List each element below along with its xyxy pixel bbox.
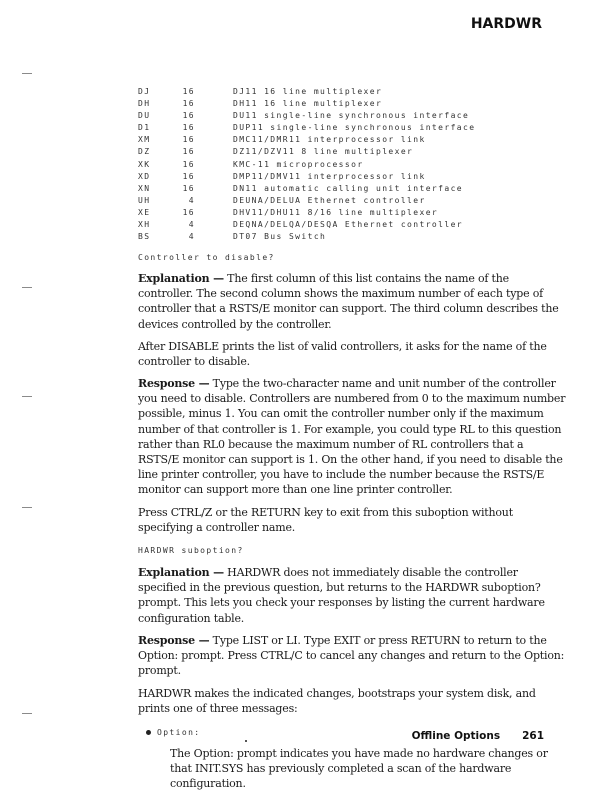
footer-section-title: Offline Options: [411, 730, 501, 742]
controller-row: [138, 98, 475, 110]
hardwr-makes-paragraph: HARDWR makes the indicated changes, bootstraps your system disk, and prints one of three messages:: [138, 687, 536, 716]
controller-name: BS: [138, 232, 151, 242]
page-number: 261: [522, 730, 544, 742]
controller-row: [138, 146, 475, 158]
controller-max-count: 16: [182, 87, 195, 96]
controller-max-count: 16: [182, 111, 195, 121]
controller-row: [138, 86, 475, 98]
controller-max-count: 16: [182, 183, 195, 193]
controller-description: DT07 Bus Switch: [233, 232, 327, 242]
scan-speck: [245, 740, 247, 742]
controller-row: [138, 219, 475, 231]
controller-row: [138, 207, 475, 219]
explanation-text: The first column of this list contains the name of the controller. The second column shows the maximum number of each type of controller that a RSTS/E monitor can support. The third column describes the devices controlled by the controller.: [138, 272, 559, 331]
controller-max-count: 16: [182, 207, 195, 217]
controller-prompt: Controller to disable?: [138, 253, 275, 262]
controller-name: XM: [138, 135, 151, 145]
controller-name: DU: [138, 111, 151, 121]
scan-margin-mark: [22, 287, 32, 288]
suboption-prompt: HARDWR suboption?: [138, 546, 244, 555]
response-label: Response —: [138, 634, 210, 647]
scan-margin-mark: [22, 73, 32, 74]
controller-description: DN11 automatic calling unit interface: [233, 183, 464, 193]
controller-description: DZ11/DZV11 8 line multiplexer: [233, 147, 414, 157]
response-text: Type LIST or LI. Type EXIT or press RETURN to return to the Option: prompt. Press CTRL/C to cancel any changes and return to the Option: prompt.: [138, 634, 565, 678]
bullet-dot-icon: [146, 730, 151, 735]
controller-name: XE: [138, 207, 151, 217]
controller-row: [138, 122, 475, 134]
controller-description: DHV11/DHU11 8/16 line multiplexer: [233, 207, 439, 217]
after-disable-paragraph: After DISABLE prints the list of valid controllers, it asks for the name of the controller to disable.: [138, 340, 547, 369]
controller-max-count: 16: [182, 159, 195, 169]
controller-description: DEUNA/DELUA Ethernet controller: [233, 195, 426, 205]
controller-row: [138, 183, 475, 195]
explanation-label: Explanation —: [138, 566, 224, 579]
controller-row: [138, 195, 475, 207]
controller-description: DJ11 16 line multiplexer: [233, 87, 383, 96]
response-paragraph-2: [138, 633, 566, 679]
controller-name: XK: [138, 159, 151, 169]
response-label: Response —: [138, 377, 210, 390]
controller-max-count: 16: [182, 135, 195, 145]
controller-row: [138, 110, 475, 122]
bullet-label: Option:: [157, 728, 201, 737]
page-footer: [412, 730, 544, 742]
controller-max-count: 16: [182, 171, 195, 181]
controller-description: DMC11/DMR11 interprocessor link: [233, 135, 426, 145]
explanation-paragraph-2: [138, 565, 566, 626]
ctrl-z-paragraph: Press CTRL/Z or the RETURN key to exit from this suboption without specifying a controller name.: [138, 506, 513, 535]
scan-margin-mark: [22, 507, 32, 508]
controller-name: DZ: [138, 147, 151, 157]
controller-max-count: 16: [182, 123, 195, 133]
controller-description: DEQNA/DELQA/DESQA Ethernet controller: [233, 220, 464, 230]
explanation-label: Explanation —: [138, 272, 224, 285]
response-paragraph-1: [138, 376, 566, 498]
controller-name: DH: [138, 99, 151, 109]
bullet-description: The Option: prompt indicates you have made no hardware changes or that INIT.SYS has previously completed a scan of the hardware configuration.: [170, 747, 548, 791]
explanation-text: HARDWR does not immediately disable the controller specified in the previous question, but returns to the HARDWR suboption? prompt. This lets you check your responses by listing the current hardware configuration table.: [138, 566, 545, 625]
running-head-title: HARDWR: [470, 16, 542, 32]
controller-name: XH: [138, 220, 151, 230]
controller-table: [138, 86, 475, 243]
scan-margin-mark: [22, 396, 32, 397]
controller-max-count: 4: [188, 195, 195, 205]
controller-row: [138, 134, 475, 146]
controller-description: DMP11/DMV11 interprocessor link: [233, 171, 426, 181]
controller-name: XN: [138, 183, 151, 193]
controller-row: [138, 171, 475, 183]
controller-max-count: 4: [188, 232, 195, 242]
controller-name: UH: [138, 195, 151, 205]
controller-max-count: 16: [182, 147, 195, 157]
controller-max-count: 16: [182, 99, 195, 109]
controller-description: DH11 16 line multiplexer: [233, 99, 383, 109]
controller-name: D1: [138, 123, 151, 133]
controller-row: [138, 231, 475, 243]
controller-description: DU11 single-line synchronous interface: [233, 111, 470, 121]
scan-margin-mark: [22, 713, 32, 714]
controller-max-count: 4: [188, 220, 195, 230]
explanation-paragraph-1: [138, 271, 566, 332]
bullet-item-option: [146, 728, 201, 737]
controller-description: DUP11 single-line synchronous interface: [233, 123, 476, 133]
controller-row: [138, 159, 475, 171]
controller-name: DJ: [138, 87, 151, 96]
controller-name: XD: [138, 171, 151, 181]
response-text: Type the two-character name and unit number of the controller you need to disable. Controllers are numbered from 0 to the maximum number possible, minus 1. You can omit the controller number only if the maximum number of that controller is 1. For example, you could type RL to this question rather than RL0 because the maximum number of RL controllers that a RSTS/E monitor can support is 1. On the other hand, if you need to disable the line printer controller, you have to include the number because the RSTS/E monitor can support more than one line printer controller.: [138, 377, 566, 497]
controller-description: KMC-11 microprocessor: [233, 159, 364, 169]
